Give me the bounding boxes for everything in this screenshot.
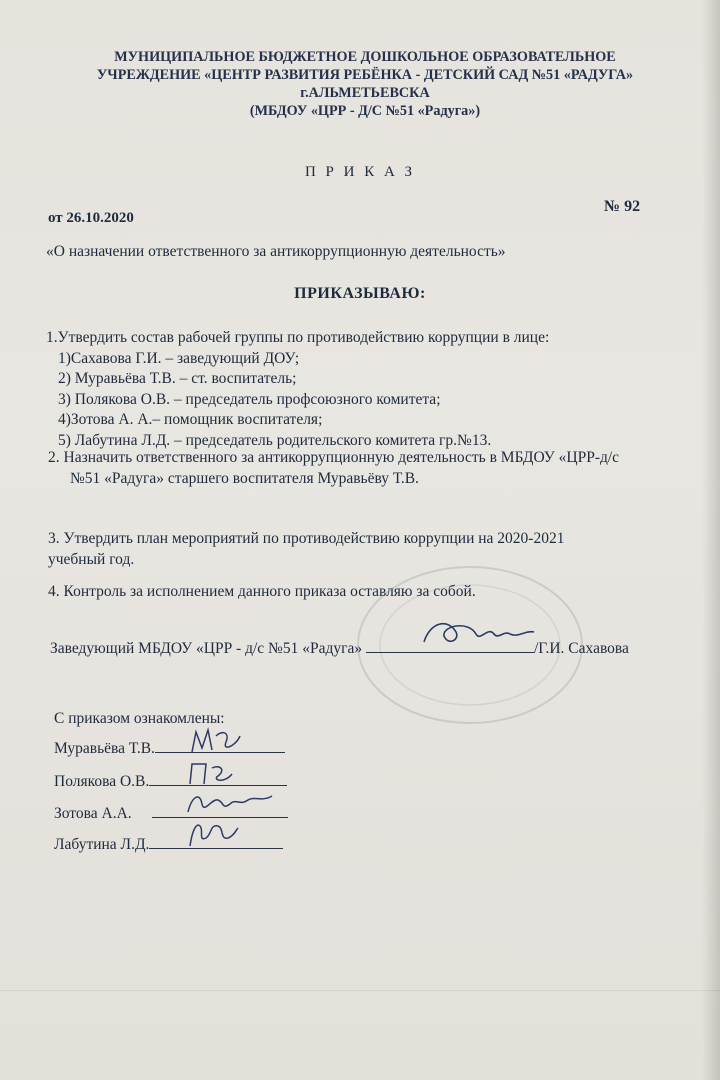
header-line-4: (МБДОУ «ЦРР - Д/С №51 «Радуга») — [249, 103, 481, 119]
item-3-line-1: 3. Утвердить план мероприятий по противодействию коррупции на 2020-2021 — [48, 530, 565, 547]
document-title: П Р И К А З — [304, 164, 416, 180]
member-3: 3) Полякова О.В. – председатель профсоюзного комитета; — [58, 390, 441, 408]
head-position: Заведующий МБДОУ «ЦРР - д/с №51 «Радуга» — [50, 640, 363, 657]
member-4: 4)Зотова А. А.– помощник воспитателя; — [58, 411, 323, 428]
head-name: /Г.И. Сахавова — [533, 640, 629, 657]
item-3-line-2: учебный год. — [48, 550, 135, 568]
item-1-text: 1.Утвердить состав рабочей группы по противодействию коррупции в лице: — [46, 329, 550, 346]
order-heading: ПРИКАЗЫВАЮ: — [294, 285, 426, 302]
order-subject: «О назначении ответственного за антикоррупционную деятельность» — [46, 243, 506, 260]
item-2 — [48, 448, 619, 489]
item-3 — [48, 529, 564, 570]
acquainted-name: Муравьёва Т.В. — [54, 740, 155, 757]
item-1 — [46, 328, 549, 451]
item-2-line-2: №51 «Радуга» старшего воспитателя Муравьёву Т.В. — [70, 469, 419, 487]
member-5: 5) Лабутина Л.Д. – председатель родительского комитета гр.№13. — [58, 431, 492, 449]
acquainted-name: Лабутина Л.Д. — [54, 836, 150, 853]
head-signature-line — [366, 638, 534, 653]
acquainted-name: Зотова А.А. — [54, 805, 132, 822]
member-1: 1)Сахавова Г.И. – заведующий ДОУ; — [58, 349, 300, 367]
acquainted-name: Полякова О.В. — [54, 773, 150, 790]
acquainted-row — [54, 771, 287, 791]
acquainted-label: С приказом ознакомлены: — [54, 710, 225, 727]
item-2-line-1: 2. Назначить ответственного за антикоррупционную деятельность в МБДОУ «ЦРР-д/с — [48, 449, 620, 466]
organization-header — [60, 48, 670, 120]
acquainted-row — [54, 803, 288, 823]
acquainted-signature-line — [155, 738, 285, 753]
member-2: 2) Муравьёва Т.В. – ст. воспитатель; — [58, 370, 297, 387]
paper-fold — [0, 990, 720, 991]
header-line-1: МУНИЦИПАЛЬНОЕ БЮДЖЕТНОЕ ДОШКОЛЬНОЕ ОБРАЗОВАТЕЛЬНОЕ — [114, 49, 616, 65]
item-4: 4. Контроль за исполнением данного приказа оставляю за собой. — [48, 583, 476, 600]
acquainted-signature-line — [149, 771, 287, 786]
acquainted-row — [54, 738, 285, 758]
acquainted-signature-line — [149, 834, 283, 849]
order-number: № 92 — [604, 198, 641, 215]
header-line-3: г.АЛЬМЕТЬЕВСКА — [300, 85, 430, 101]
acquainted-row — [54, 834, 283, 854]
header-line-2: УЧРЕЖДЕНИЕ «ЦЕНТР РАЗВИТИЯ РЕБЁНКА - ДЕТСКИЙ САД №51 «РАДУГА» — [96, 67, 634, 83]
head-signature-row — [50, 638, 629, 658]
order-date: от 26.10.2020 — [48, 210, 134, 226]
acquainted-signature-line — [152, 803, 288, 818]
